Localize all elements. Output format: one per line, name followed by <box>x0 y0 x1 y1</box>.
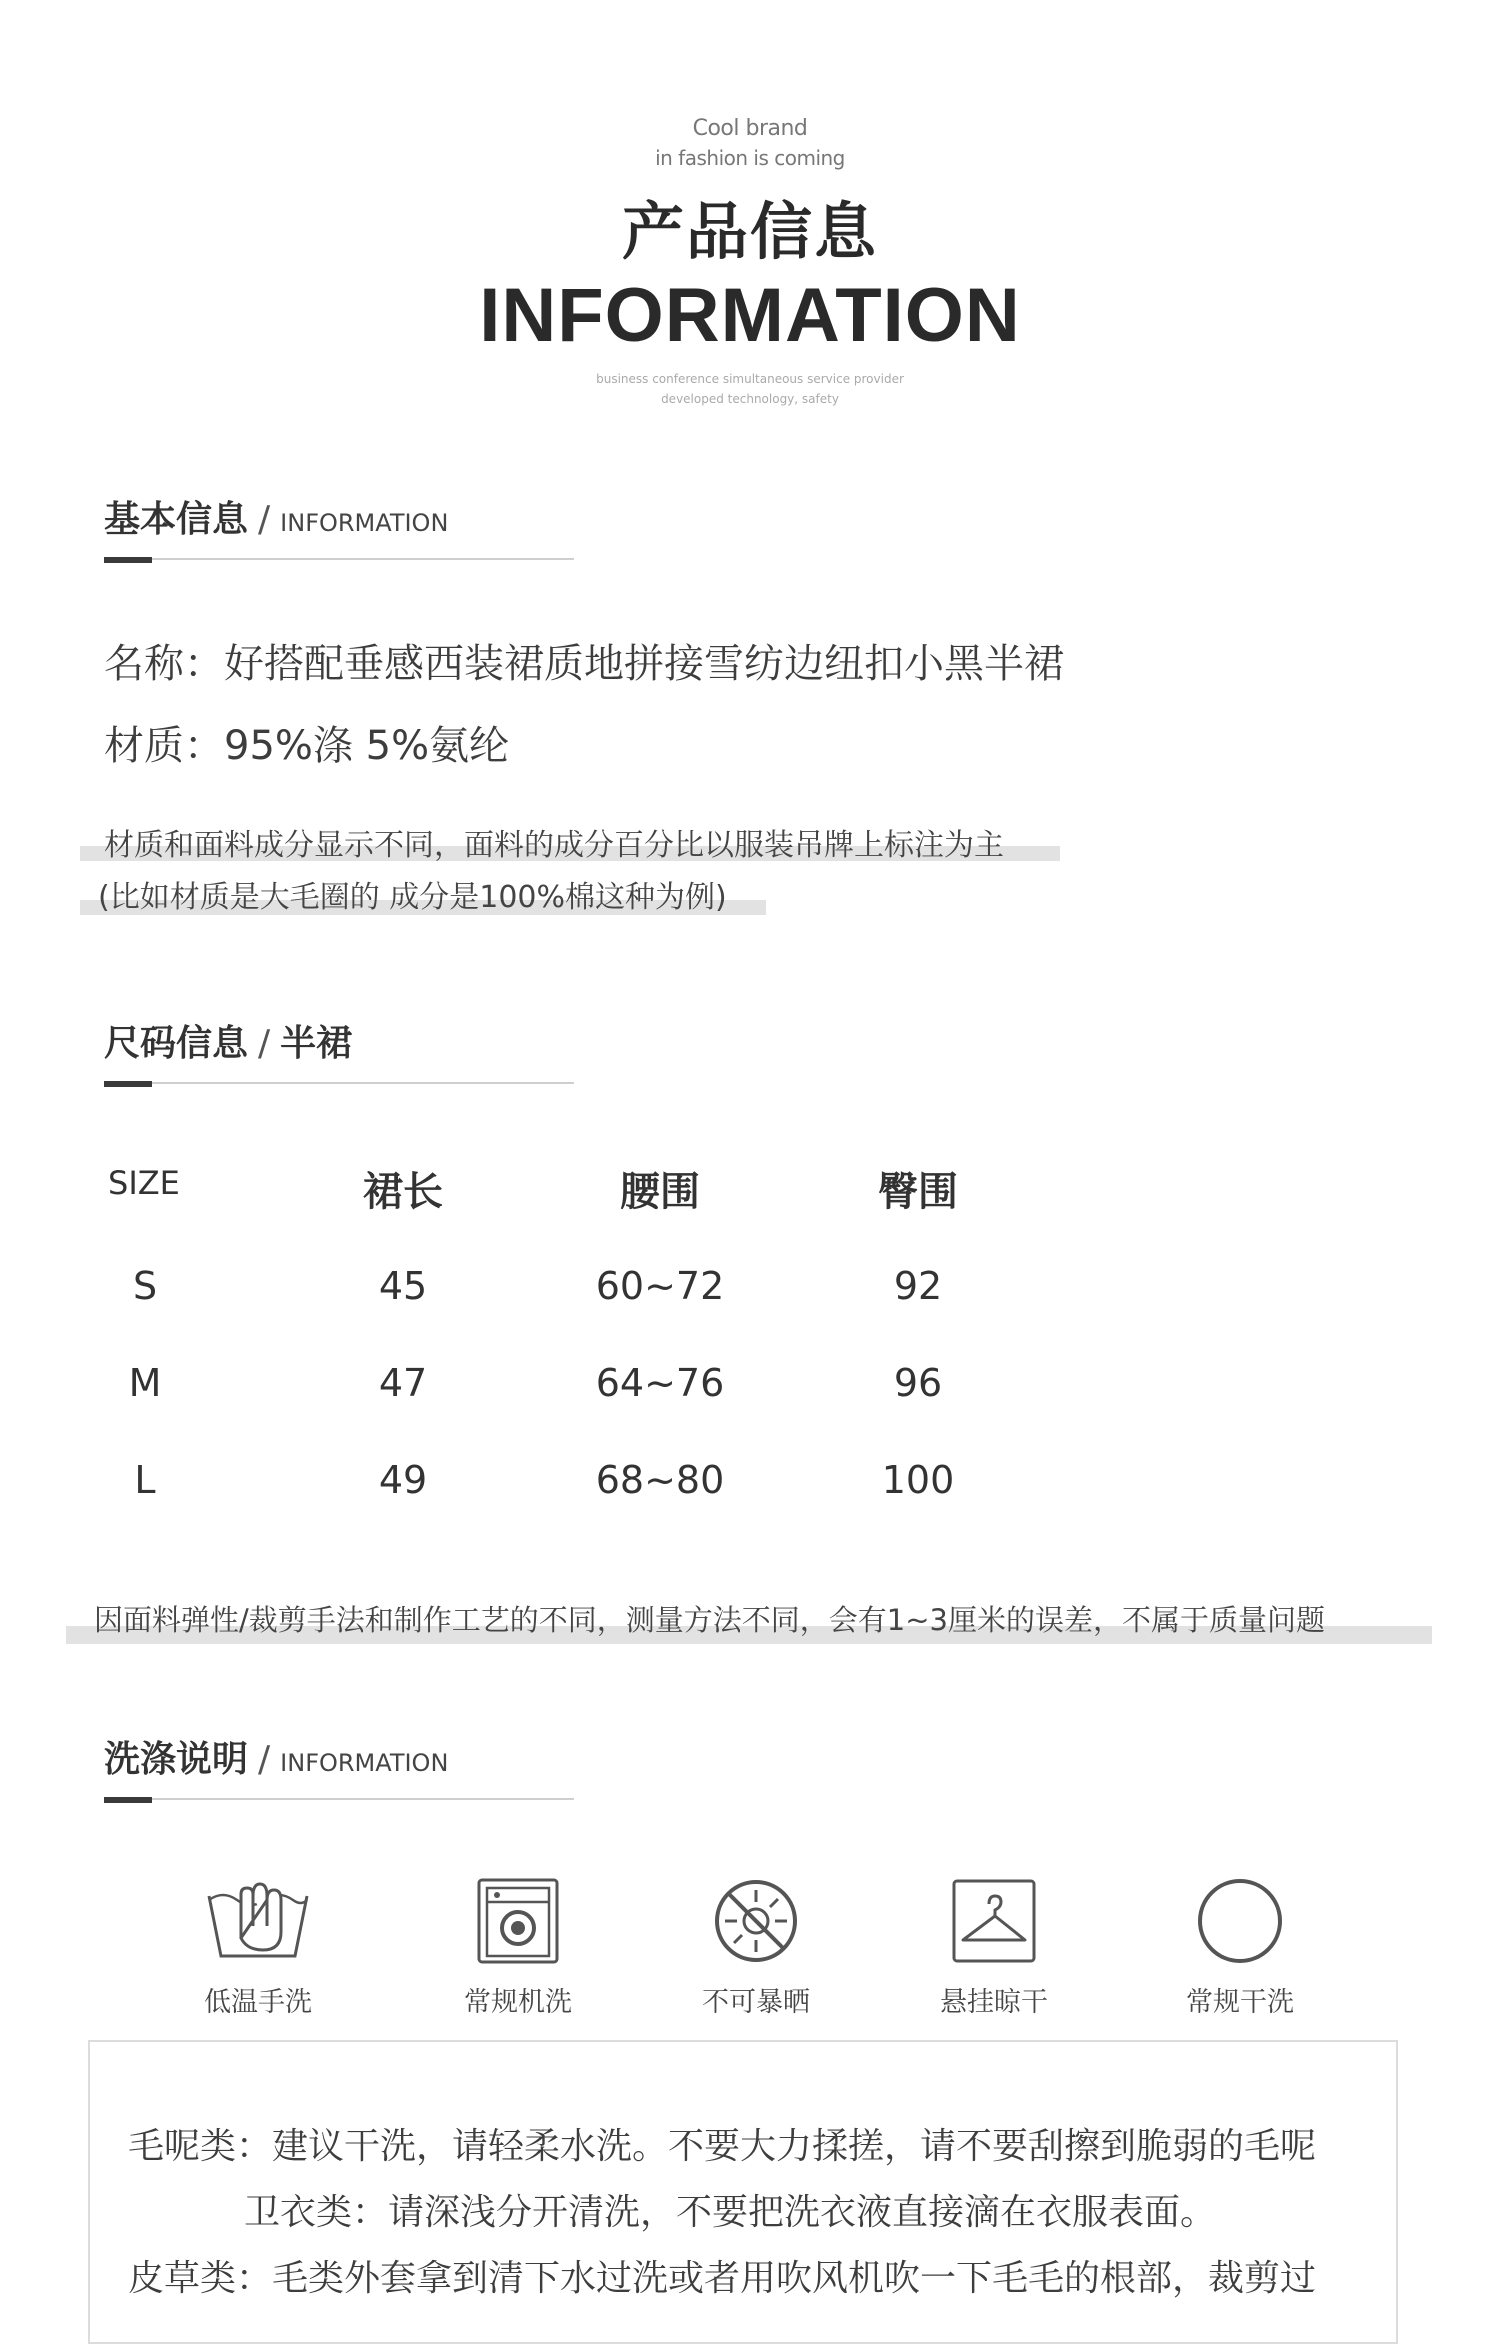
no-sun-icon <box>711 1876 801 1966</box>
table-cell: 60~72 <box>595 1264 725 1308</box>
wash-item-hand-wash <box>168 1876 348 2019</box>
care-note-hoodie: 卫衣类：请深浅分开清洗，不要把洗衣液直接滴在衣服表面。 <box>244 2192 1217 2233</box>
size-heading-cn: 尺码信息 <box>104 1023 249 1064</box>
table-cell: 64~76 <box>595 1361 725 1405</box>
table-cell: 96 <box>893 1361 943 1405</box>
table-cell: 47 <box>378 1361 428 1405</box>
section-divider-accent <box>104 1797 152 1803</box>
table-cell: M <box>128 1361 162 1405</box>
hip-col-header: 臀围 <box>878 1169 958 1215</box>
hand-wash-icon <box>203 1876 313 1966</box>
icon-label: 常规机洗 <box>464 1987 572 2018</box>
brand-tagline-1: Cool brand <box>692 116 808 141</box>
waist-col-header: 腰围 <box>620 1169 700 1215</box>
section-divider <box>104 1082 574 1084</box>
basic-heading-en: INFORMATION <box>280 509 449 537</box>
size-heading-sep: / <box>258 1023 271 1064</box>
basic-heading-cn: 基本信息 <box>104 499 249 540</box>
care-note-fur: 皮草类：毛类外套拿到清下水过洗或者用吹风机吹一下毛毛的根部，裁剪过 <box>128 2258 1317 2299</box>
wash-item-dry-clean <box>1150 1876 1330 2019</box>
page-title-cn: 产品信息 <box>621 195 878 268</box>
icon-label: 悬挂晾干 <box>940 1987 1048 2018</box>
product-name: 名称：好搭配垂感西装裙质地拼接雪纺边纽扣小黑半裙 <box>104 641 1064 687</box>
dry-clean-icon <box>1195 1876 1285 1966</box>
section-heading-basic <box>104 500 574 560</box>
length-col-header: 裙长 <box>363 1169 443 1215</box>
brand-tagline-2: in fashion is coming <box>655 146 845 170</box>
machine-wash-icon <box>473 1876 563 1966</box>
material-note-2: (比如材质是大毛圈的 成分是100%棉这种为例) <box>98 880 727 915</box>
table-cell: 49 <box>378 1458 428 1502</box>
section-divider <box>104 1798 574 1800</box>
wash-heading-cn: 洗涤说明 <box>104 1739 249 1780</box>
hang-dry-icon <box>949 1876 1039 1966</box>
wash-item-machine-wash <box>428 1876 608 2019</box>
table-cell: 92 <box>893 1264 943 1308</box>
table-cell: L <box>134 1458 156 1502</box>
product-material: 材质：95%涤 5%氨纶 <box>104 723 510 769</box>
table-cell: 100 <box>881 1458 955 1502</box>
section-heading-size <box>104 1024 574 1084</box>
wash-heading-sep: / <box>258 1739 271 1780</box>
size-note: 因面料弹性/裁剪手法和制作工艺的不同，测量方法不同，会有1~3厘米的误差，不属于质量问题 <box>94 1603 1325 1637</box>
header-subtext-1: business conference simultaneous service provider <box>596 372 904 386</box>
wash-heading-en: INFORMATION <box>280 1749 449 1777</box>
section-divider-accent <box>104 557 152 563</box>
page-title-en: INFORMATION <box>479 273 1021 358</box>
wash-item-hang-dry <box>904 1876 1084 2019</box>
section-divider <box>104 558 574 560</box>
table-cell: 45 <box>378 1264 428 1308</box>
icon-label: 不可暴晒 <box>702 1987 810 2018</box>
care-note-wool: 毛呢类：建议干洗，请轻柔水洗。不要大力揉搓，请不要刮擦到脆弱的毛呢 <box>128 2126 1317 2167</box>
table-cell: 68~80 <box>595 1458 725 1502</box>
basic-heading-sep: / <box>258 499 271 540</box>
material-note-1: 材质和面料成分显示不同，面料的成分百分比以服装吊牌上标注为主 <box>104 828 1004 863</box>
wash-item-no-sun <box>666 1876 846 2019</box>
size-col-header: SIZE <box>108 1164 180 1202</box>
header-subtext-2: developed technology, safety <box>661 392 839 406</box>
size-heading-sub: 半裙 <box>280 1023 353 1064</box>
icon-label: 低温手洗 <box>204 1987 312 2018</box>
section-divider-accent <box>104 1081 152 1087</box>
section-heading-wash <box>104 1740 574 1800</box>
icon-label: 常规干洗 <box>1186 1987 1294 2018</box>
table-cell: S <box>132 1264 158 1308</box>
